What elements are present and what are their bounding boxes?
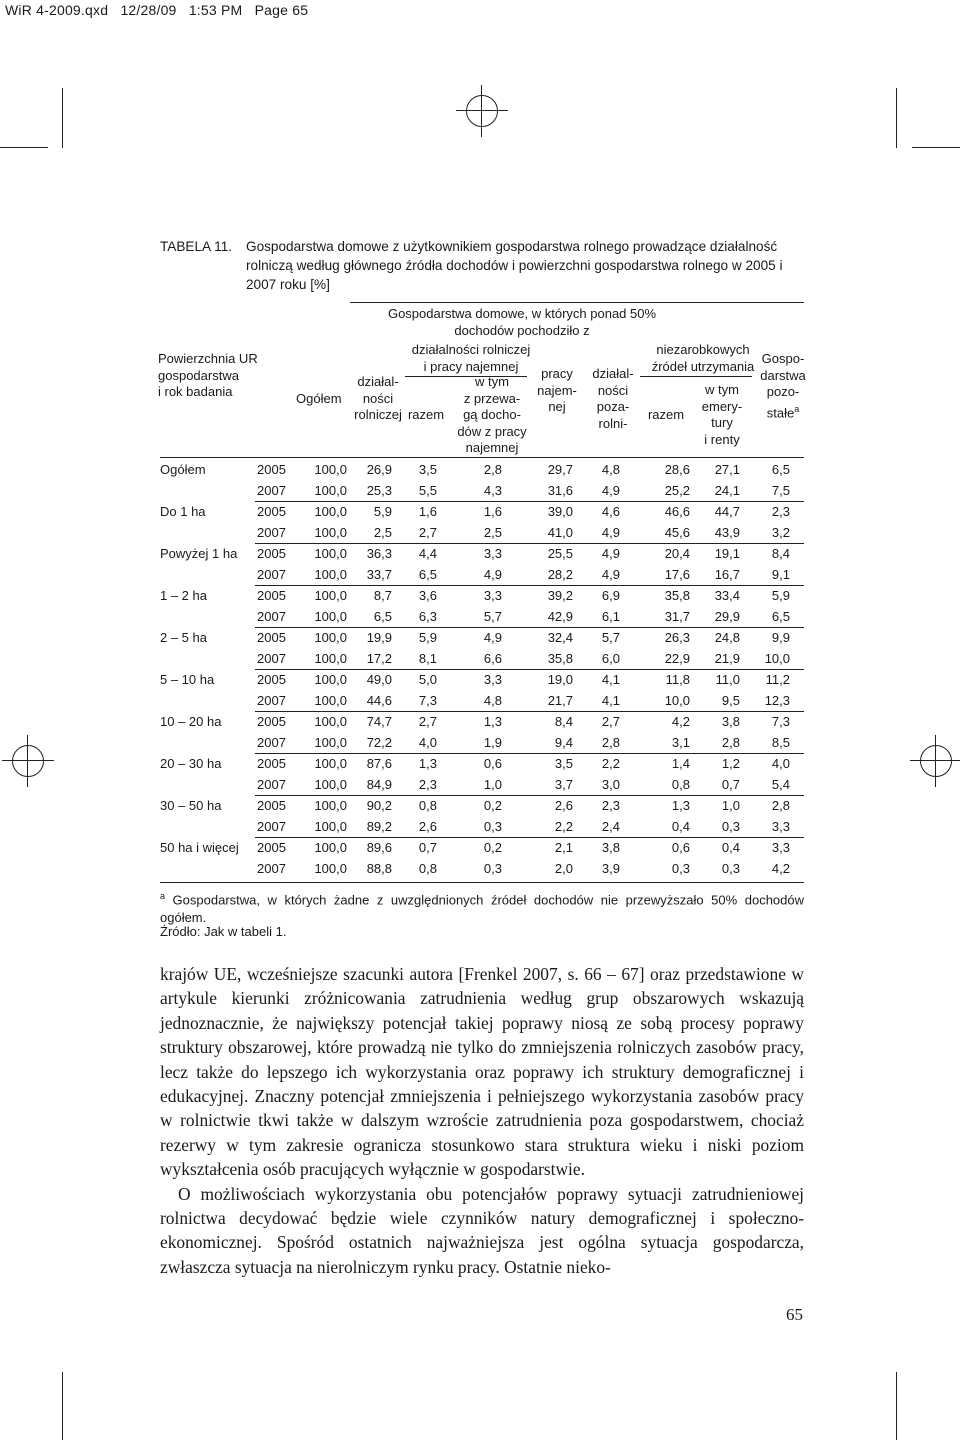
table-cell: 0,3 [483,819,502,834]
row-year: 2007 [257,819,286,834]
table-cell: 4,4 [418,546,437,561]
file-slug: WiR 4-2009.qxd 12/28/09 1:53 PM Page 65 [5,2,309,18]
table-cell: 3,3 [483,672,502,687]
table-cell: 100,0 [314,609,347,624]
table-cell: 8,4 [771,546,790,561]
crop-mark [896,88,897,148]
table-cell: 33,4 [714,588,740,603]
header-farm-total: razem [407,407,445,422]
row-label: 20 – 30 ha [160,756,222,771]
header-other-sup: a [794,403,800,414]
table-cell: 100,0 [314,588,347,603]
table-row [0,628,960,649]
table-cell: 41,0 [547,525,573,540]
table-cell: 4,9 [601,546,620,561]
row-label: 50 ha i więcej [160,840,239,855]
table-cell: 100,0 [314,462,347,477]
table-cell: 21,7 [547,693,573,708]
table-cell: 1,3 [671,798,690,813]
table-cell: 28,2 [547,567,573,582]
table-cell: 1,2 [721,756,740,771]
row-label: 10 – 20 ha [160,714,222,729]
table-cell: 100,0 [314,693,347,708]
crop-mark [0,147,48,148]
header-other-label: Gospo- darstwa pozo- stałe [760,351,806,420]
table-cell: 4,9 [483,630,502,645]
table-cell: 4,0 [418,735,437,750]
table-cell: 43,9 [714,525,740,540]
table-cell: 5,7 [601,630,620,645]
table-cell: 4,1 [601,693,620,708]
row-year: 2007 [257,609,286,624]
table-cell: 0,3 [483,861,502,876]
table-cell: 6,3 [418,609,437,624]
table-cell: 100,0 [314,714,347,729]
table-cell: 0,3 [671,861,690,876]
table-cell: 2,2 [554,819,573,834]
table-cell: 0,6 [483,756,502,771]
table-cell: 8,4 [554,714,573,729]
header-bottom-rule [160,457,804,458]
table-cell: 20,4 [664,546,690,561]
table-cell: 3,5 [554,756,573,771]
table-cell: 45,6 [664,525,690,540]
table-cell: 4,1 [601,672,620,687]
table-cell: 7,5 [771,483,790,498]
table-cell: 5,7 [483,609,502,624]
table-cell: 0,4 [671,819,690,834]
row-year: 2005 [257,756,286,771]
table-row [0,649,960,670]
table-cell: 5,9 [771,588,790,603]
table-cell: 9,1 [771,567,790,582]
table-cell: 8,1 [418,651,437,666]
table-cell: 2,6 [554,798,573,813]
table-cell: 72,2 [366,735,392,750]
table-cell: 2,3 [418,777,437,792]
table-cell: 6,5 [373,609,392,624]
table-cell: 8,7 [373,588,392,603]
row-label: 30 – 50 ha [160,798,222,813]
table-cell: 4,9 [601,483,620,498]
row-label: 2 – 5 ha [160,630,207,645]
footnote-mark: a [160,891,166,901]
table-cell: 27,1 [714,462,740,477]
table-cell: 29,7 [547,462,573,477]
table-cell: 2,1 [554,840,573,855]
table-cell: 44,7 [714,504,740,519]
table-cell: 39,0 [547,504,573,519]
table-cell: 6,5 [771,609,790,624]
table-row [0,796,960,817]
table-cell: 89,2 [366,819,392,834]
table-cell: 1,4 [671,756,690,771]
table-cell: 88,8 [366,861,392,876]
table-cell: 2,3 [601,798,620,813]
row-year: 2007 [257,483,286,498]
table-cell: 0,3 [721,819,740,834]
table-cell: 3,0 [601,777,620,792]
table-cell: 0,2 [483,798,502,813]
table-cell: 2,7 [418,525,437,540]
table-cell: 100,0 [314,651,347,666]
table-cell: 100,0 [314,756,347,771]
table-cell: 100,0 [314,798,347,813]
table-cell: 3,3 [483,546,502,561]
table-cell: 36,3 [366,546,392,561]
body-paragraph-2: O możliwościach wykorzystania obu potencjałów poprawy sytuacji zatrudnieniowej rolnictwa decydować będzie wiele czynników natury demograficznej i społeczno-ekonomicznej. Spośród ostatnich najważniejsza jest ogólna sytuacja gospodarcza, zwłaszcza sytuacja na nierolniczym rynku pracy. Ostatnie nieko- [160,1183,804,1277]
table-cell: 100,0 [314,840,347,855]
page-number: 65 [786,1305,803,1324]
table-row [0,691,960,712]
table-cell: 84,9 [366,777,392,792]
table-cell: 100,0 [314,504,347,519]
table-cell: 33,7 [366,567,392,582]
table-cell: 2,8 [771,798,790,813]
table-row [0,754,960,775]
table-row [0,775,960,796]
table-bottom-rule [160,882,804,883]
table-cell: 0,6 [671,840,690,855]
table-row [0,523,960,544]
table-cell: 31,7 [664,609,690,624]
table-cell: 4,9 [601,525,620,540]
table-cell: 2,8 [601,735,620,750]
header-unearned-total: razem [647,407,685,422]
table-cell: 4,8 [483,693,502,708]
row-label: Powyżej 1 ha [160,546,238,561]
table-cell: 11,2 [765,672,790,687]
body-paragraph-1: krajów UE, wcześniejsze szacunki autora [Frenkel 2007, s. 66 – 67] oraz przedstawione w artykule kierunki zróżnicowania zatrudnienia według grup obszarowych wskazują jednoznacznie, że największy potencjał takiej poprawy niosą ze sobą procesy poprawy struktury obszarowej, które prowadzą nie tylko do zmniejszenia rolniczych zasobów pracy, lecz także do lepszego ich wykorzystania oraz poprawy ich struktury demograficznej i edukacyjnej. Znaczny potencjał zmniejszenia i pełniejszego wykorzystania zasobów pracy w rolnictwie tkwi także w dalszym wzroście zatrudnienia poza gospodarstwem, chociaż rezerwy w tym zakresie ogranicza stosunkowo stara struktura wieku i niski poziom wykształcenia osób pracujących wyłącznie w gospodarstwie. [160,964,804,1180]
table-cell: 2,4 [601,819,620,834]
table-cell: 4,0 [771,756,790,771]
table-cell: 100,0 [314,567,347,582]
table-cell: 46,6 [664,504,690,519]
table-cell: 32,4 [547,630,573,645]
table-cell: 6,6 [483,651,502,666]
table-caption [160,237,810,294]
table-cell: 35,8 [664,588,690,603]
table-cell: 7,3 [418,693,437,708]
body-text [160,962,804,1279]
table-cell: 4,9 [483,567,502,582]
table-row [0,670,960,691]
table-cell: 100,0 [314,819,347,834]
footnote-text: Gospodarstwa, w których żadne z uwzględnionych źródeł dochodów nie przewyższało 50% dochodów ogółem. [160,892,804,925]
row-year: 2005 [257,672,286,687]
table-cell: 19,1 [714,546,740,561]
row-year: 2007 [257,735,286,750]
header-hired: pracy najem- nej [537,366,577,414]
header-unearned-group: niezarobkowych źródeł utrzymania [651,342,755,374]
row-year: 2007 [257,777,286,792]
table-cell: 2,2 [601,756,620,771]
table-cell: 1,9 [483,735,502,750]
header-total: Ogółem [296,391,342,406]
table-cell: 0,7 [418,840,437,855]
table-cell: 3,3 [771,819,790,834]
table-cell: 21,9 [714,651,740,666]
row-year: 2005 [257,462,286,477]
table-row [0,481,960,502]
row-year: 2005 [257,798,286,813]
table-cell: 3,3 [771,840,790,855]
table-cell: 6,5 [771,462,790,477]
table-cell: 0,8 [418,861,437,876]
table-cell: 44,6 [366,693,392,708]
table-cell: 100,0 [314,861,347,876]
table-cell: 8,5 [771,735,790,750]
table-row [0,607,960,628]
row-year: 2005 [257,504,286,519]
header-farm-group: działalności rolniczej i pracy najemnej [411,342,531,374]
crop-mark [912,147,960,148]
table-cell: 100,0 [314,777,347,792]
table-cell: 39,2 [547,588,573,603]
table-cell: 5,0 [418,672,437,687]
row-label: 1 – 2 ha [160,588,207,603]
table-label: TABELA 11. [160,239,233,254]
row-year: 2005 [257,840,286,855]
row-year: 2005 [257,630,286,645]
table-cell: 25,2 [664,483,690,498]
crop-mark [896,1372,897,1440]
table-cell: 3,5 [418,462,437,477]
table-cell: 25,3 [366,483,392,498]
table-cell: 89,6 [366,840,392,855]
table-cell: 6,5 [418,567,437,582]
table-cell: 7,3 [771,714,790,729]
table-footnote [160,888,804,926]
table-cell: 100,0 [314,525,347,540]
table-cell: 5,4 [771,777,790,792]
header-unearned-incl: w tym emery- tury i renty [701,382,743,447]
table-cell: 19,9 [366,630,392,645]
table-cell: 9,5 [721,693,740,708]
table-cell: 3,3 [483,588,502,603]
table-row [0,838,960,859]
table-cell: 4,9 [601,567,620,582]
table-row [0,712,960,733]
table-cell: 1,6 [483,504,502,519]
table-row [0,859,960,880]
table-cell: 0,3 [721,861,740,876]
registration-mark-top [466,95,498,127]
header-farm-incl: w tym z przewa- gą docho- dów z pracy najemnej [457,374,527,455]
header-rule [640,376,752,377]
table-cell: 4,3 [483,483,502,498]
row-year: 2007 [257,693,286,708]
row-year: 2007 [257,567,286,582]
table-cell: 5,5 [418,483,437,498]
table-cell: 19,0 [547,672,573,687]
table-cell: 2,3 [771,504,790,519]
table-cell: 87,6 [366,756,392,771]
table-cell: 5,9 [373,504,392,519]
table-cell: 100,0 [314,630,347,645]
table-row [0,544,960,565]
table-row [0,817,960,838]
header-group: Gospodarstwa domowe, w których ponad 50% dochodów pochodziło z [387,306,657,338]
table-cell: 42,9 [547,609,573,624]
table-cell: 1,6 [418,504,437,519]
table-cell: 35,8 [547,651,573,666]
table-cell: 74,7 [366,714,392,729]
table-cell: 3,8 [721,714,740,729]
table-cell: 3,7 [554,777,573,792]
table-top-rule [350,302,804,303]
table-title: Gospodarstwa domowe z użytkownikiem gospodarstwa rolnego prowadzące działalność rolniczą według głównego źródła dochodów i powierzchni gospodarstwa rolnego w 2005 i 2007 roku [%] [246,239,783,292]
table-cell: 26,3 [664,630,690,645]
table-cell: 0,8 [671,777,690,792]
table-cell: 100,0 [314,672,347,687]
table-cell: 4,2 [771,861,790,876]
table-cell: 26,9 [366,462,392,477]
table-cell: 10,0 [664,693,690,708]
row-label: 5 – 10 ha [160,672,215,687]
row-year: 2007 [257,861,286,876]
table-cell: 10,0 [764,651,790,666]
table-cell: 2,7 [601,714,620,729]
table-cell: 100,0 [314,546,347,561]
table-cell: 22,9 [664,651,690,666]
table-cell: 24,1 [714,483,740,498]
table-cell: 90,2 [366,798,392,813]
table-row [0,502,960,523]
table-cell: 17,6 [664,567,690,582]
table-cell: 2,7 [418,714,437,729]
table-cell: 11,8 [665,672,690,687]
table-cell: 28,6 [664,462,690,477]
row-label: Do 1 ha [160,504,206,519]
table-cell: 24,8 [714,630,740,645]
header-farm: działal- ności rolniczej [354,374,402,422]
table-cell: 31,6 [547,483,573,498]
table-cell: 1,3 [418,756,437,771]
row-year: 2007 [257,651,286,666]
table-cell: 5,9 [418,630,437,645]
table-cell: 25,5 [547,546,573,561]
table-cell: 0,2 [483,840,502,855]
row-year: 2005 [257,588,286,603]
crop-mark [62,88,63,148]
table-cell: 1,0 [721,798,740,813]
table-cell: 4,8 [601,462,620,477]
table-cell: 17,2 [366,651,392,666]
table-row [0,733,960,754]
table-cell: 2,8 [721,735,740,750]
table-cell: 3,2 [771,525,790,540]
table-cell: 49,0 [366,672,392,687]
table-cell: 2,5 [483,525,502,540]
table-cell: 2,6 [418,819,437,834]
table-cell: 6,1 [601,609,620,624]
table-row [0,586,960,607]
table-cell: 0,7 [721,777,740,792]
crop-mark [62,1372,63,1440]
table-cell: 12,3 [764,693,790,708]
table-cell: 2,5 [373,525,392,540]
table-source: Źródło: Jak w tabeli 1. [160,924,287,939]
table-cell: 1,0 [483,777,502,792]
table-row [0,460,960,481]
row-year: 2005 [257,714,286,729]
table-row [0,565,960,586]
table-cell: 29,9 [714,609,740,624]
row-label: Ogółem [160,462,206,477]
row-year: 2005 [257,546,286,561]
table-cell: 6,9 [601,588,620,603]
row-year: 2007 [257,525,286,540]
table-cell: 16,7 [714,567,740,582]
table-cell: 3,1 [671,735,690,750]
table-cell: 2,0 [554,861,573,876]
table-cell: 9,9 [771,630,790,645]
header-other [758,351,808,421]
table-cell: 9,4 [554,735,573,750]
table-cell: 11,0 [715,672,740,687]
header-area: Powierzchnia UR gospodarstwa i rok badania [158,351,258,399]
table-cell: 6,0 [601,651,620,666]
table-cell: 100,0 [314,735,347,750]
table-cell: 4,6 [601,504,620,519]
table-cell: 100,0 [314,483,347,498]
table-cell: 4,2 [671,714,690,729]
table-cell: 0,8 [418,798,437,813]
table-cell: 2,8 [483,462,502,477]
header-nonfarm: działal- ności poza- rolni- [592,366,634,431]
table-cell: 0,4 [721,840,740,855]
table-cell: 3,8 [601,840,620,855]
table-cell: 3,9 [601,861,620,876]
table-cell: 1,3 [483,714,502,729]
table-cell: 3,6 [418,588,437,603]
